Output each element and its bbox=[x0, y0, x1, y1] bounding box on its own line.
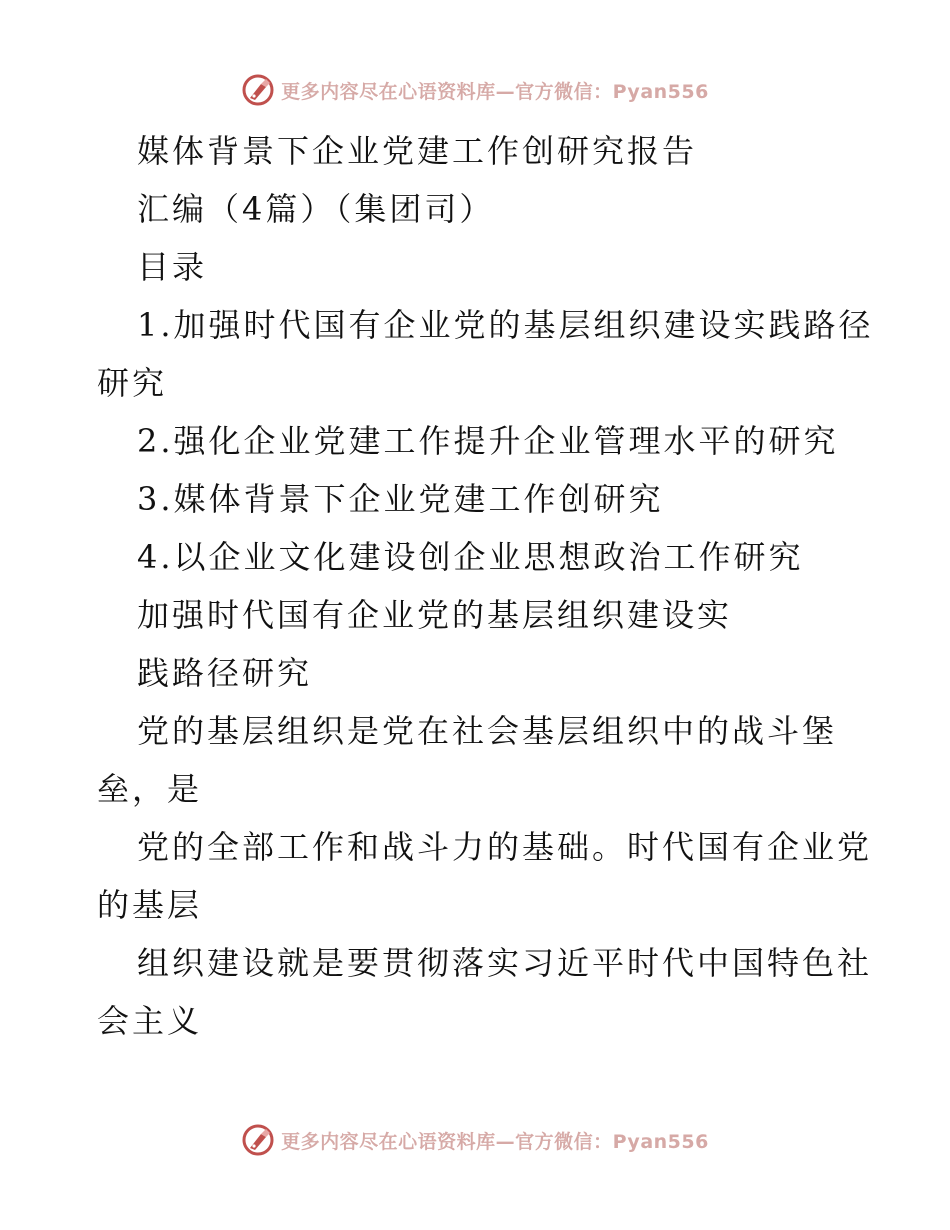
document-body bbox=[97, 122, 874, 1050]
text-line: 党的基层组织是党在社会基层组织中的战斗堡 bbox=[137, 712, 838, 750]
text-line: 2.强化企业党建工作提升企业管理水平的研究 bbox=[137, 422, 839, 460]
watermark-header bbox=[0, 70, 950, 110]
watermark-text: 更多内容尽在心语资料库—官方微信：Pyan556 bbox=[281, 1130, 709, 1153]
watermark-text: 更多内容尽在心语资料库—官方微信：Pyan556 bbox=[281, 80, 709, 103]
text-line: 的基层 bbox=[97, 886, 203, 924]
text-line: 目录 bbox=[137, 248, 208, 286]
text-line: 汇编（4篇）（集团司） bbox=[137, 190, 495, 228]
pen-nib-logo-icon bbox=[241, 1123, 275, 1157]
text-line: 研究 bbox=[97, 364, 168, 402]
text-line: 组织建设就是要贯彻落实习近平时代中国特色社 bbox=[137, 944, 873, 982]
text-line: 媒体背景下企业党建工作创研究报告 bbox=[137, 132, 698, 170]
text-line: 践路径研究 bbox=[137, 654, 313, 692]
text-line: 会主义 bbox=[97, 1002, 203, 1040]
text-line: 4.以企业文化建设创企业思想政治工作研究 bbox=[137, 538, 804, 576]
watermark-footer bbox=[0, 1120, 950, 1160]
text-line: 党的全部工作和战斗力的基础。时代国有企业党 bbox=[137, 828, 873, 866]
text-line: 加强时代国有企业党的基层组织建设实 bbox=[137, 596, 733, 634]
text-line: 垒，是 bbox=[97, 770, 203, 808]
text-line: 3.媒体背景下企业党建工作创研究 bbox=[137, 480, 664, 518]
pen-nib-logo-icon bbox=[241, 73, 275, 107]
text-line: 1.加强时代国有企业党的基层组织建设实践路径 bbox=[137, 306, 874, 344]
